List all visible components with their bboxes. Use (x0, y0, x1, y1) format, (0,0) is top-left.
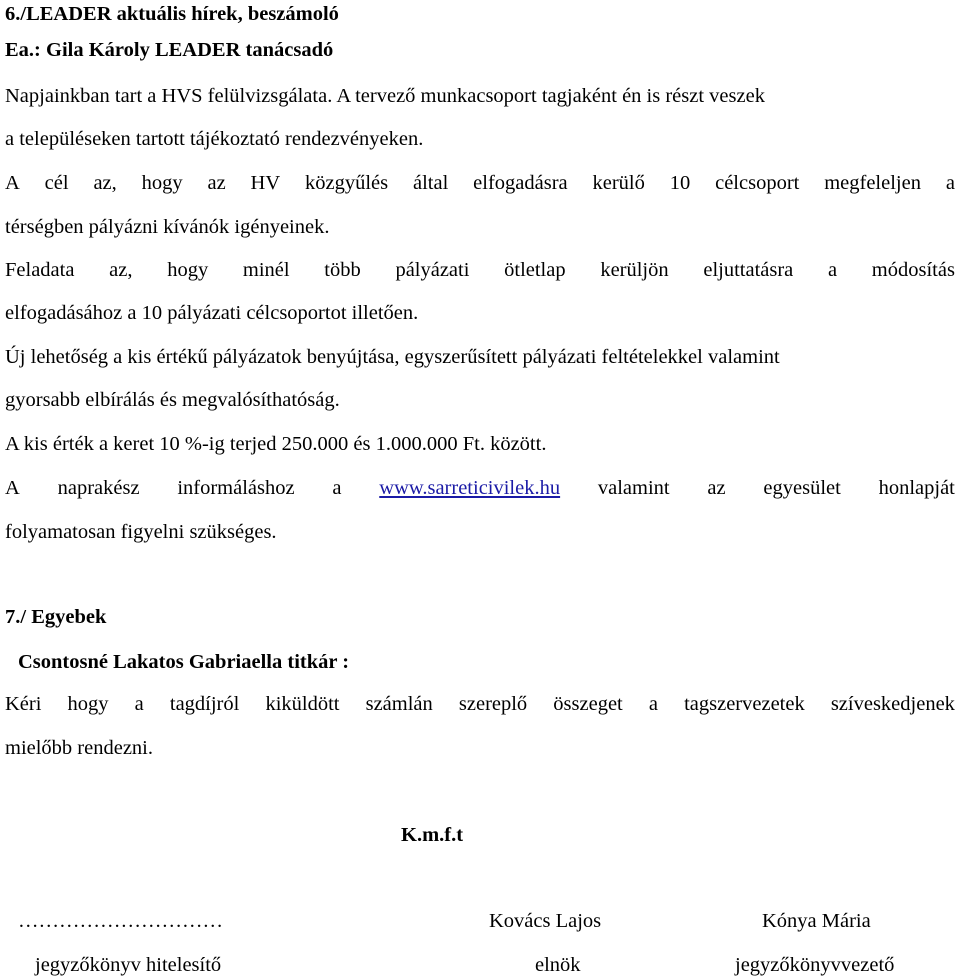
section7-heading: 7./ Egyebek (5, 606, 107, 628)
signature-name-recorder: Kónya Mária (762, 910, 871, 932)
word: közgyűlés (305, 172, 389, 194)
word: a (648, 693, 658, 715)
section6-p3-line2: elfogadásához a 10 pályázati célcsoportot illetően. (5, 302, 419, 324)
word: szíveskedjenek (830, 693, 955, 715)
word: valamint (597, 477, 670, 499)
word: módosítás (871, 259, 955, 281)
word: ötletlap (504, 259, 566, 281)
section6-p4-line1: Új lehetőség a kis értékű pályázatok benyújtása, egyszerűsített pályázati feltételekkel valamint (5, 346, 780, 368)
word: honlapját (878, 477, 955, 499)
signature-role-chairman: elnök (535, 954, 581, 976)
word: által (413, 172, 449, 194)
word: a (332, 477, 342, 499)
closing-kmft: K.m.f.t (401, 824, 464, 846)
word: pályázati (395, 259, 470, 281)
section6-p3-line1 (5, 257, 955, 283)
word: tagszervezetek (684, 693, 805, 715)
word: számlán (365, 693, 433, 715)
signature-line: ………………………… (18, 910, 223, 932)
word: naprakész (57, 477, 140, 499)
word: a (827, 259, 838, 281)
section7-p1-line2: mielőbb rendezni. (5, 737, 154, 759)
section6-p4-line2: gyorsabb elbírálás és megvalósíthatóság. (5, 389, 340, 411)
word: A (5, 172, 20, 194)
signature-name-chairman: Kovács Lajos (489, 910, 602, 932)
word: kerülő (592, 172, 645, 194)
word: Feladata (5, 259, 75, 281)
word: összeget (553, 693, 623, 715)
section6-speaker: Ea.: Gila Károly LEADER tanácsadó (5, 39, 334, 61)
word: hogy (67, 693, 109, 715)
section6-p1-line2: a településeken tartott tájékoztató rendezvényeken. (5, 128, 424, 150)
word: elfogadásra (473, 172, 568, 194)
word: hogy (141, 172, 183, 194)
word: több (324, 259, 361, 281)
word: A (5, 477, 20, 499)
word: eljuttatásra (703, 259, 794, 281)
section6-heading: 6./LEADER aktuális hírek, beszámoló (5, 3, 339, 25)
word: minél (242, 259, 290, 281)
section6-p2-line1 (5, 170, 955, 196)
word: 10 (669, 172, 691, 194)
word: a (134, 693, 144, 715)
word: célcsoport (715, 172, 800, 194)
website-link[interactable]: www.sarreticivilek.hu (379, 477, 561, 499)
word: hogy (167, 259, 209, 281)
section7-speaker: Csontosné Lakatos Gabriaella titkár : (18, 651, 350, 673)
word: az (207, 172, 226, 194)
word: tagdíjról (169, 693, 240, 715)
word: szereplő (458, 693, 528, 715)
word: informáláshoz (177, 477, 295, 499)
word: Kéri (5, 693, 42, 715)
word: HV (250, 172, 281, 194)
word: az, (109, 259, 133, 281)
word: kerüljön (600, 259, 669, 281)
section6-p6-line2: folyamatosan figyelni szükséges. (5, 521, 277, 543)
word: a (945, 172, 955, 194)
word: az, (93, 172, 117, 194)
signature-role-authenticator: jegyzőkönyv hitelesítő (35, 954, 222, 976)
section7-p1-line1 (5, 691, 955, 717)
section6-p1-line1: Napjainkban tart a HVS felülvizsgálata. A tervező munkacsoport tagjaként én is részt veszek (5, 85, 765, 107)
section6-p6-line1 (5, 475, 955, 501)
section6-p5: A kis érték a keret 10 %-ig terjed 250.000 és 1.000.000 Ft. között. (5, 433, 547, 455)
word: egyesület (763, 477, 841, 499)
word: kiküldött (265, 693, 340, 715)
word: megfeleljen (824, 172, 921, 194)
word: cél (44, 172, 69, 194)
signature-role-recorder: jegyzőkönyvvezető (735, 954, 895, 976)
word: az (707, 477, 726, 499)
section6-p2-line2: térségben pályázni kívánók igényeinek. (5, 216, 330, 238)
